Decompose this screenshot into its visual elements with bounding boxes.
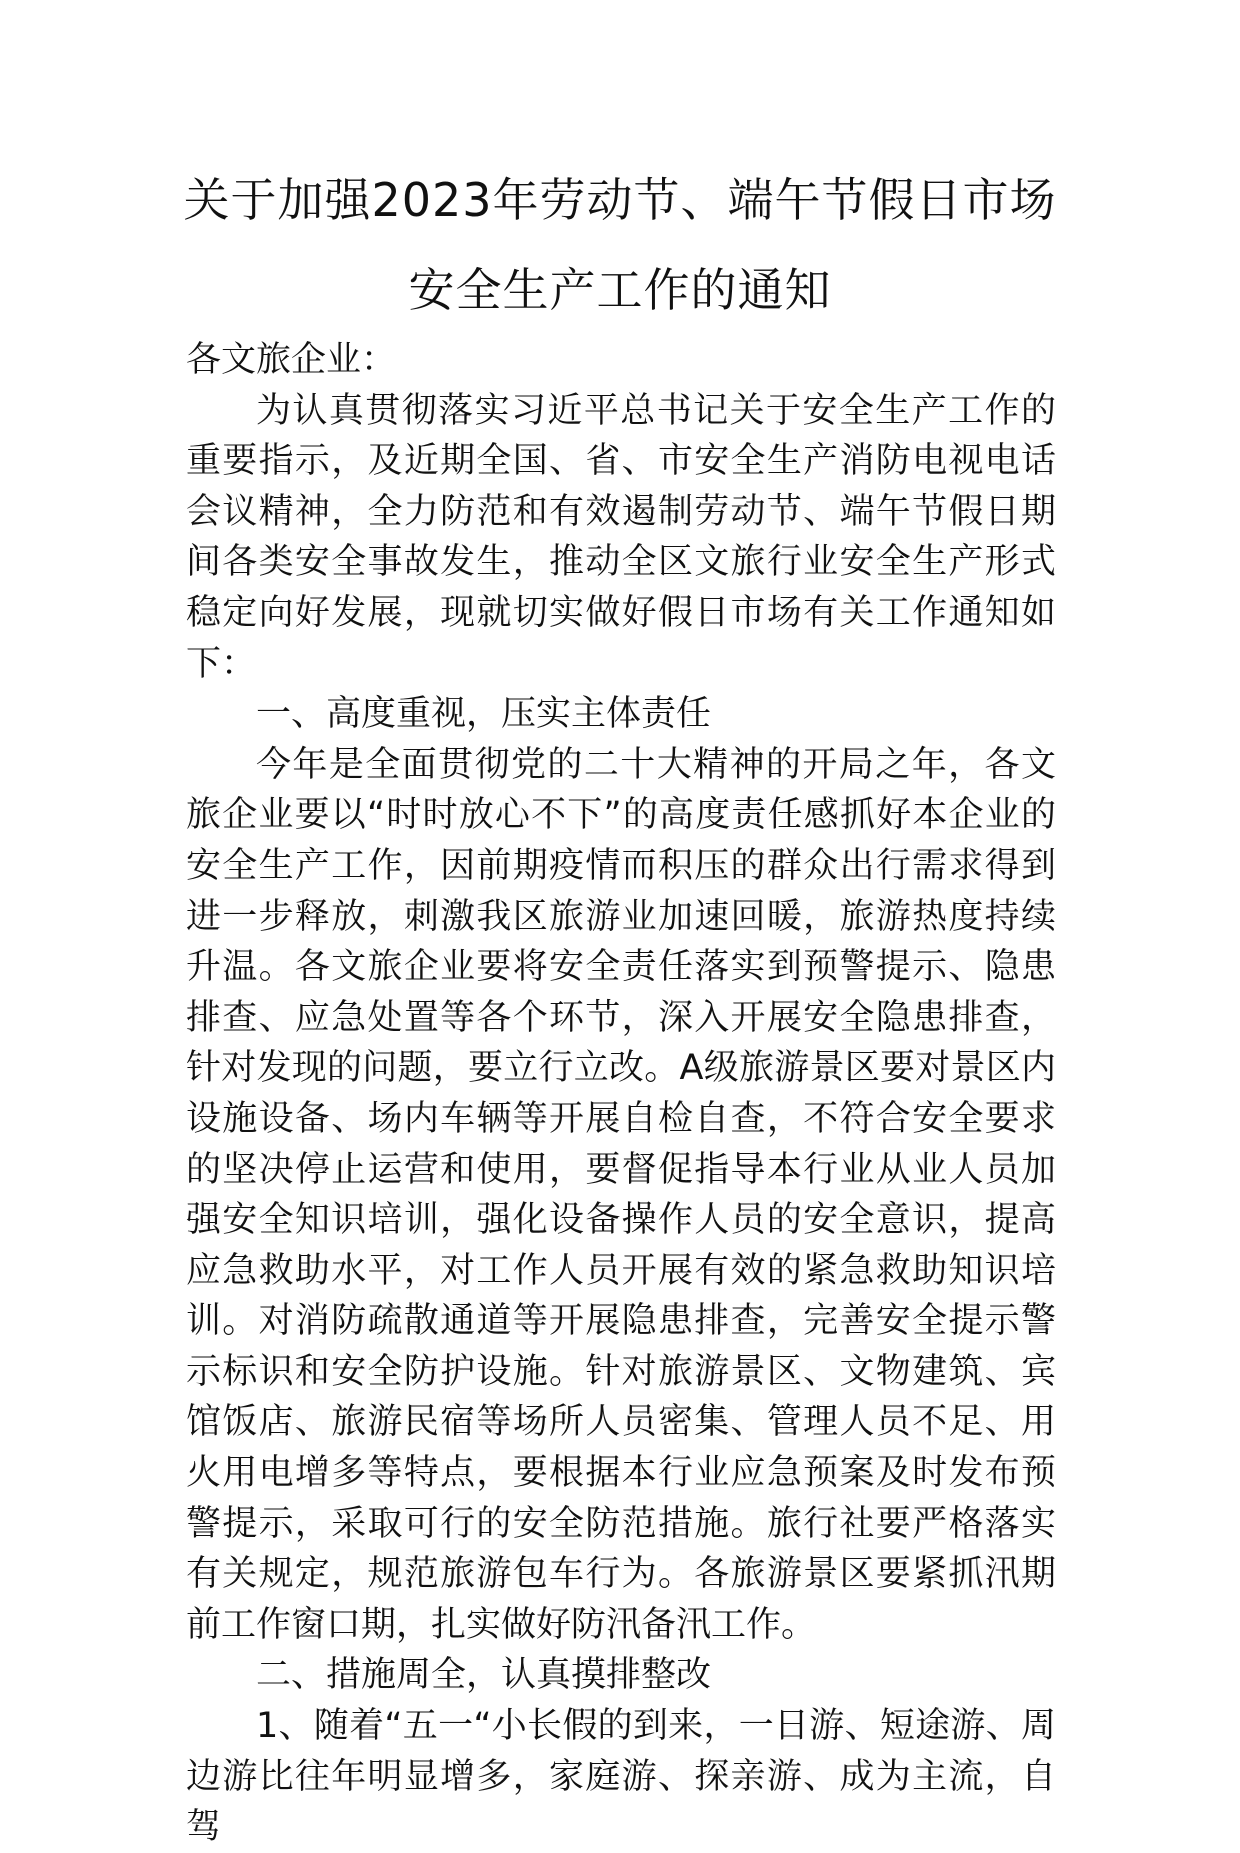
document-title-line-2: 安全生产工作的通知 xyxy=(408,263,832,317)
section-1-paragraph: 今年是全面贯彻党的二十大精神的开局之年，各文旅企业要以“时时放心不下”的高度责任感抓好本企业的安全生产工作，因前期疫情而积压的群众出行需求得到进一步释放，刺激我区旅游业加速回暖，旅游热度持续升温。各文旅企业要将安全责任落实到预警提示、隐患排查、应急处置等各个环节，深入开展安全隐患排查，针对发现的问题，要立行立改。A级旅游景区要对景区内设施设备、场内车辆等开展自检自查，不符合安全要求的坚决停止运营和使用，要督促指导本行业从业人员加强安全知识培训，强化设备操作人员的安全意识，提高应急救助水平，对工作人员开展有效的紧急救助知识培训。对消防疏散通道等开展隐患排查，完善安全提示警示标识和安全防护设施。针对旅游景区、文物建筑、宾馆饭店、旅游民宿等场所人员密集、管理人员不足、用火用电增多等特点，要根据本行业应急预案及时发布预警提示，采取可行的安全防范措施。旅行社要严格落实有关规定，规范旅游包车行为。各旅游景区要紧抓汛期前工作窗口期，扎实做好防汛备汛工作。 xyxy=(186,744,1056,1645)
section-2-item-1: 1、随着“五一“小长假的到来，一日游、短途游、周边游比往年明显增多，家庭游、探亲游、成为主流，自驾 xyxy=(186,1706,1056,1848)
document-title-line-1: 关于加强2023年劳动节、端午节假日市场 xyxy=(183,173,1057,227)
document-body xyxy=(186,335,1056,1853)
section-1-heading: 一、高度重视，压实主体责任 xyxy=(256,694,712,735)
intro-paragraph: 为认真贯彻落实习近平总书记关于安全生产工作的重要指示，及近期全国、省、市安全生产消防电视电话会议精神，全力防范和有效遏制劳动节、端午节假日期间各类安全事故发生，推动全区文旅行业安全生产形式稳定向好发展，现就切实做好假日市场有关工作通知如下： xyxy=(186,390,1056,684)
salutation: 各文旅企业： xyxy=(186,340,397,380)
section-2-heading: 二、措施周全，认真摸排整改 xyxy=(256,1655,712,1696)
